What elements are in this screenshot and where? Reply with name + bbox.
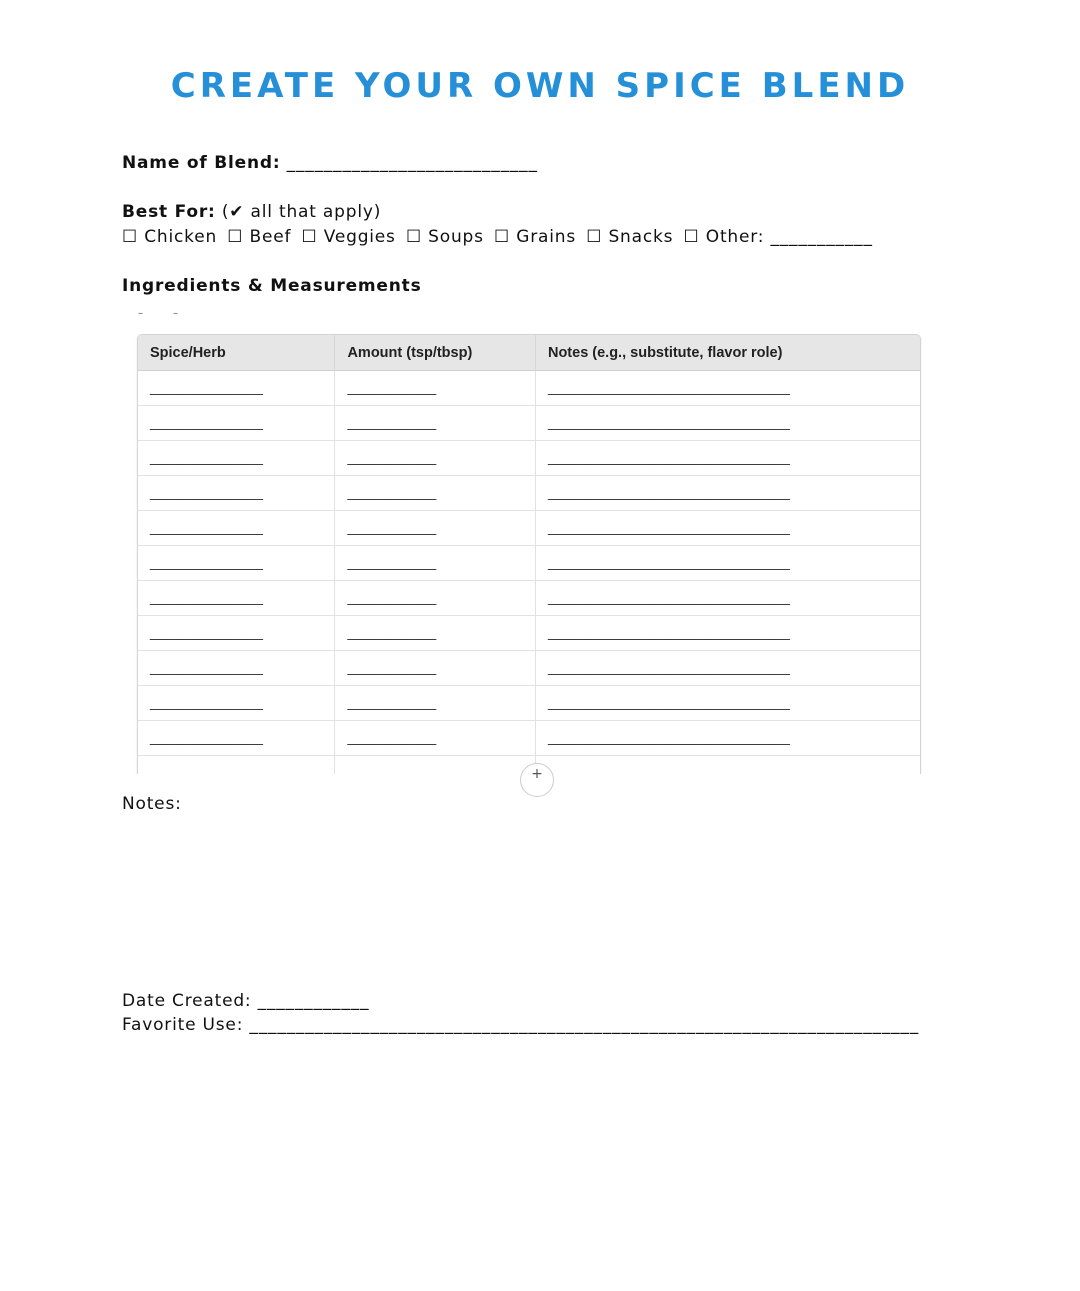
option-snacks[interactable]: ☐ Snacks bbox=[586, 227, 674, 247]
spice-cell[interactable] bbox=[138, 756, 335, 776]
ingredients-table bbox=[137, 334, 921, 775]
amount-cell[interactable]: ___________ bbox=[335, 441, 536, 476]
spice-cell[interactable]: ______________ bbox=[138, 406, 335, 441]
notes-cell[interactable]: ______________________________ bbox=[535, 546, 920, 581]
spice-cell[interactable]: ______________ bbox=[138, 371, 335, 406]
column-header-notes: Notes (e.g., substitute, flavor role) bbox=[535, 335, 920, 371]
amount-cell[interactable]: ___________ bbox=[335, 406, 536, 441]
option-chicken[interactable]: ☐ Chicken bbox=[122, 227, 218, 247]
notes-cell[interactable]: ______________________________ bbox=[535, 581, 920, 616]
spice-cell[interactable]: ______________ bbox=[138, 616, 335, 651]
notes-cell[interactable]: ______________________________ bbox=[535, 686, 920, 721]
spice-cell[interactable]: ______________ bbox=[138, 721, 335, 756]
favorite-use-line[interactable]: Favorite Use: ________________________________________________________________________ bbox=[122, 1015, 920, 1035]
spice-cell[interactable]: ______________ bbox=[138, 651, 335, 686]
table-row bbox=[138, 476, 920, 511]
notes-cell[interactable]: ______________________________ bbox=[535, 616, 920, 651]
table-row bbox=[138, 406, 920, 441]
name-of-blend-label: Name of Blend: bbox=[122, 153, 281, 173]
add-row-icon[interactable]: + bbox=[520, 763, 554, 797]
amount-cell[interactable]: ___________ bbox=[335, 371, 536, 406]
amount-cell[interactable]: ___________ bbox=[335, 581, 536, 616]
spice-cell[interactable]: ______________ bbox=[138, 581, 335, 616]
amount-cell[interactable]: ___________ bbox=[335, 546, 536, 581]
notes-cell[interactable]: ______________________________ bbox=[535, 406, 920, 441]
table-row bbox=[138, 721, 920, 756]
option-soups[interactable]: ☐ Soups bbox=[405, 227, 484, 247]
amount-cell[interactable]: ___________ bbox=[335, 686, 536, 721]
amount-cell[interactable]: ___________ bbox=[335, 721, 536, 756]
notes-cell[interactable]: ______________________________ bbox=[535, 441, 920, 476]
table-row bbox=[138, 581, 920, 616]
spice-cell[interactable]: ______________ bbox=[138, 511, 335, 546]
ingredients-heading: Ingredients & Measurements bbox=[122, 276, 422, 296]
notes-cell[interactable]: ______________________________ bbox=[535, 511, 920, 546]
notes-cell[interactable]: ______________________________ bbox=[535, 721, 920, 756]
table-row bbox=[138, 651, 920, 686]
column-header-amount: Amount (tsp/tbsp) bbox=[335, 335, 536, 371]
amount-cell[interactable]: ___________ bbox=[335, 511, 536, 546]
table-header-row bbox=[138, 335, 920, 371]
column-header-spice: Spice/Herb bbox=[138, 335, 335, 371]
name-of-blend-blank[interactable]: ___________________________ bbox=[286, 153, 538, 173]
amount-cell[interactable]: ___________ bbox=[335, 651, 536, 686]
table-row bbox=[138, 371, 920, 406]
notes-cell[interactable]: ______________________________ bbox=[535, 651, 920, 686]
table-row bbox=[138, 686, 920, 721]
notes-label: Notes: bbox=[122, 794, 182, 814]
table-row bbox=[138, 511, 920, 546]
spice-cell[interactable]: ______________ bbox=[138, 476, 335, 511]
option-other[interactable]: ☐ Other: ___________ bbox=[683, 227, 873, 247]
date-created-line[interactable]: Date Created: ____________ bbox=[122, 991, 370, 1011]
table-row bbox=[138, 546, 920, 581]
option-veggies[interactable]: ☐ Veggies bbox=[301, 227, 396, 247]
amount-cell[interactable]: ___________ bbox=[335, 476, 536, 511]
best-for-options bbox=[122, 227, 877, 247]
spice-cell[interactable]: ______________ bbox=[138, 686, 335, 721]
name-of-blend-line bbox=[122, 153, 538, 173]
table-row bbox=[138, 616, 920, 651]
option-beef[interactable]: ☐ Beef bbox=[227, 227, 292, 247]
spice-cell[interactable]: ______________ bbox=[138, 546, 335, 581]
best-for-label: Best For: bbox=[122, 202, 216, 222]
best-for-line bbox=[122, 202, 381, 222]
notes-cell[interactable]: ______________________________ bbox=[535, 476, 920, 511]
amount-cell[interactable] bbox=[335, 756, 536, 776]
option-grains[interactable]: ☐ Grains bbox=[494, 227, 576, 247]
notes-cell[interactable] bbox=[535, 756, 920, 776]
page-title: CREATE YOUR OWN SPICE BLEND bbox=[170, 66, 910, 106]
best-for-hint: (✔ all that apply) bbox=[221, 202, 382, 222]
table-row bbox=[138, 441, 920, 476]
stray-marks: –– bbox=[138, 308, 208, 319]
notes-cell[interactable]: ______________________________ bbox=[535, 371, 920, 406]
spice-cell[interactable]: ______________ bbox=[138, 441, 335, 476]
amount-cell[interactable]: ___________ bbox=[335, 616, 536, 651]
